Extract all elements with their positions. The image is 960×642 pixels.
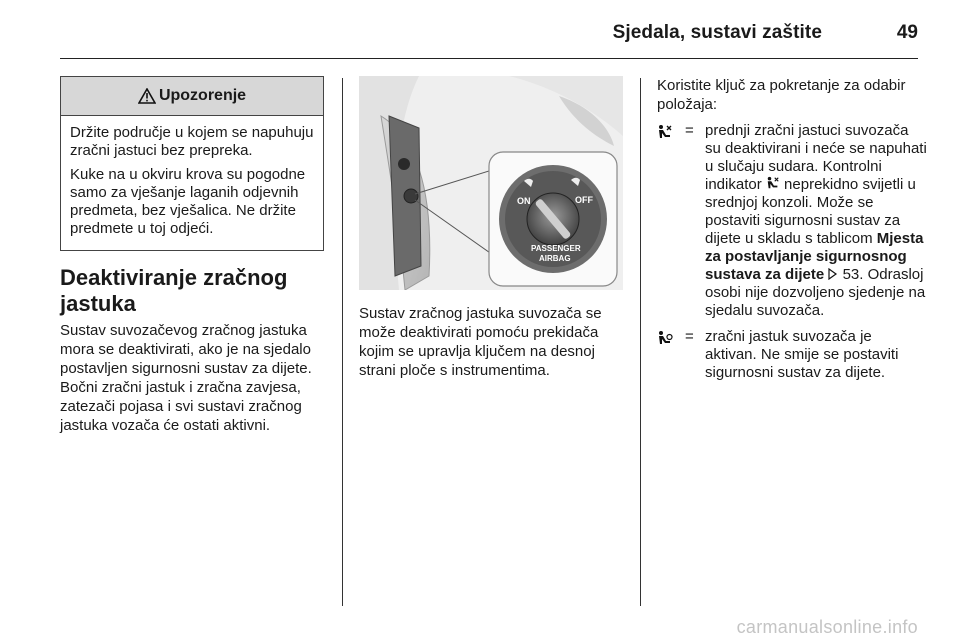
right-column (657, 76, 927, 382)
page-header (60, 16, 918, 59)
airbag-off-icon (657, 124, 673, 140)
warning-triangle-icon (138, 88, 156, 104)
cross-reference-link[interactable]: Mjesta za postavljanje sigurnosnog sustava za dijete (705, 230, 924, 283)
warning-title: Upozorenje (158, 87, 247, 104)
definition-item (657, 122, 927, 320)
middle-column (359, 76, 623, 380)
switch-off-label: OFF (575, 195, 593, 205)
airbag-on-icon (657, 330, 673, 346)
equals-sign: = (685, 122, 694, 139)
section-title: Deaktiviranje zračnog jastuka (60, 265, 288, 316)
airbag-switch-photo (359, 76, 623, 290)
dashboard-illustration (359, 76, 623, 290)
definition-text-part: Odrasloj osobi nije dozvoljeno sjedenje na sjedalu suvozača. (705, 266, 926, 319)
warning-body (61, 116, 323, 250)
definition-text (705, 122, 927, 320)
equals-sign: = (685, 328, 694, 345)
definition-text-part: prednji zračni jastuci suvozača su deaktivirani i neće se napuhati u slučaju sudara. Kontrolni indikator (705, 122, 927, 193)
warning-header (61, 77, 323, 116)
airbag-off-indicator-icon (766, 176, 780, 190)
definition-text-part: neprekidno svijetli u srednjoj konzoli. Može se postaviti sigurnosni sustav za dijete u skladu s tablicom (705, 176, 916, 247)
intro-text: Koristite ključ za pokretanje za odabir položaja: (657, 77, 906, 113)
warning-paragraph: Kuke na u okviru krova su pogodne samo za vješanje laganih odjevnih predmeta, bez vješalica. Ne držite predmete u toj odjeći. (70, 166, 306, 237)
page-title: Sjedala, sustavi zaštite (612, 22, 822, 43)
page-reference: 53. (842, 266, 864, 283)
page-number: 49 (896, 22, 918, 43)
warning-box (60, 76, 324, 251)
switch-passenger-label: PASSENGER (531, 244, 581, 253)
watermark: carmanualsonline.info (736, 617, 918, 637)
warning-paragraph: Držite područje u kojem se napuhuju zračni jastuci bez prepreka. (70, 124, 314, 159)
definition-text: zračni jastuk suvozača je aktivan. Ne smije se postaviti sigurnosni sustav za dijete. (705, 328, 899, 381)
column-divider (342, 78, 343, 606)
figure-caption: Sustav zračnog jastuka suvozača se može deaktivirati pomoću prekidača kojim se upravlja ključem na desnoj strani ploče s instrumentima. (359, 305, 602, 379)
section-body: Sustav suvozačevog zračnog jastuka mora se deaktivirati, ako je na sjedalo postavljen sigurnosni sustav za dijete. Bočni zračni jastuk i zračna zavjesa, zatezači pojasa i svi sustavi zračnog jastuka vozača će ostati aktivni. (60, 322, 312, 434)
definition-item (657, 328, 927, 382)
page-reference-icon (828, 268, 838, 280)
switch-airbag-label: AIRBAG (539, 254, 571, 263)
column-divider (640, 78, 641, 606)
left-column (60, 76, 324, 435)
switch-on-label: ON (517, 196, 531, 206)
